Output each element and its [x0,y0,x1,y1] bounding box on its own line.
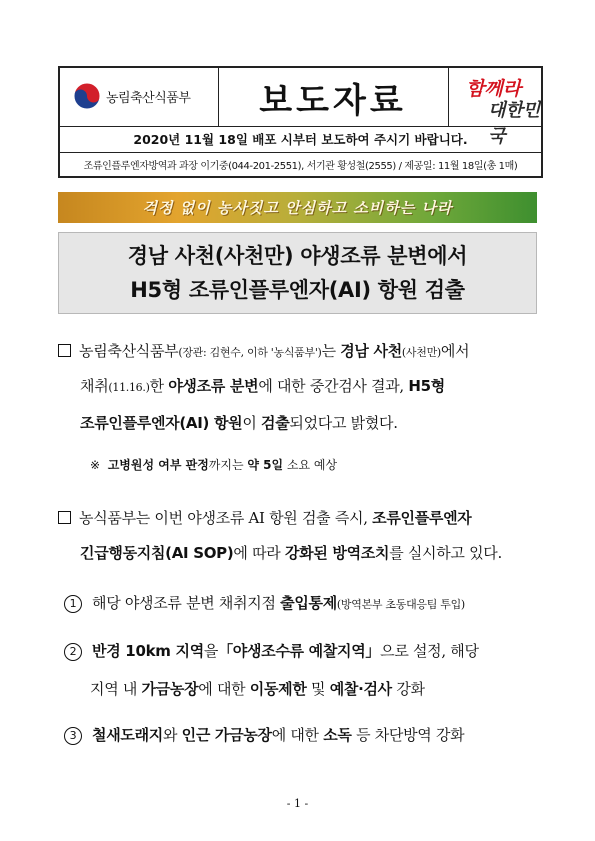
taegeuk-logo-icon [72,81,102,111]
text-bold: 조류인플루엔자(AI) 항원 [80,414,243,432]
text: 이 [242,414,262,432]
ministry-logo-cell [60,68,219,126]
slogan-banner [58,192,537,223]
text: 등 차단방역 강화 [351,726,465,744]
checkbox-bullet-icon [58,511,71,524]
para1-line-2 [80,375,445,396]
text: 에서 [440,342,470,360]
text-bold: 검출 [261,414,290,432]
press-release-header [58,66,543,178]
text: 에 따라 [233,544,285,562]
text: 와 [162,726,182,744]
text-bold: 강화된 방역조치 [284,544,390,562]
para2-line-2 [80,542,502,563]
headline-box [58,232,537,314]
embargo-notice: 2020년 11월 18일 배포 시부터 보도하여 주시기 바랍니다. [60,126,541,153]
text-bold: 야생조류 분변 [168,377,259,395]
headline-line-1: 경남 사천(사천만) 야생조류 분변에서 [127,244,468,268]
text-bold: 이동제한 [249,680,307,698]
text: 농식품부는 이번 야생조류 AI 항원 검출 즉시, [79,509,373,527]
text-bold: 출입통제 [280,594,337,612]
text-bold: 「야생조수류 예찰지역」 [218,642,381,660]
checkbox-bullet-icon [58,344,71,357]
text: 를 실시하고 있다. [389,544,502,562]
text: 지역 내 [90,680,142,698]
text: 에 대한 중간검사 결과, [258,377,409,395]
banner-text: 걱정 없이 농사짓고 안심하고 소비하는 나라 [142,199,453,217]
circled-number-1: 1 [64,595,82,613]
note-line [90,456,337,473]
text-bold: 경남 사천 [340,342,402,360]
page-number: - 1 - [286,797,309,810]
text-bold: 가금농장 [141,680,199,698]
text-small: (장관: 김현수, 이하 '농식품부') [178,346,322,359]
text: 강화 [391,680,425,698]
text-small: (11.16.) [108,381,150,394]
contact-info: 조류인플루엔자방역과 과장 이기중(044-201-2551), 서기관 황성철(2555) / 제공일: 11월 18일(총 1매) [83,160,518,172]
para2-line-1 [58,507,471,528]
text-bold: 반경 10km 지역 [92,642,204,660]
slogan-line-2: 대한민국 [488,100,541,147]
list-item-2-cont [90,678,425,699]
para1-line-3 [80,412,398,433]
text-bold: 철새도래지 [92,726,163,744]
text: 농림축산식품부 [79,342,179,360]
text: 채취 [80,377,109,395]
text-bold: 긴급행동지침(AI SOP) [80,544,234,562]
text: 에 대한 [271,726,324,744]
text: 는 [321,342,341,360]
ministry-name: 농림축산식품부 [106,91,191,106]
headline-line-2: H5형 조류인플루엔자(AI) 항원 검출 [130,278,465,302]
text: 을 [203,642,219,660]
document-type-title: 보도자료 [259,80,407,121]
list-item-3 [64,724,464,745]
slogan-line-1: 함께라 [466,78,522,100]
text-bold: 조류인플루엔자 [372,509,472,527]
circled-number-3: 3 [64,727,82,745]
text: 한 [149,377,169,395]
reference-mark: ※ [90,458,101,472]
text-bold: 약 5일 [247,458,284,472]
text-bold: 인근 가금농장 [181,726,272,744]
list-item-2 [64,640,479,661]
text-small: (방역본부 초동대응팀 투입) [336,598,465,611]
text: 해당 야생조류 분변 채취지점 [92,594,281,612]
text: 소요 예상 [283,458,338,472]
text-bold: 소독 [323,726,352,744]
text: 되었다고 밝혔다. [289,414,398,432]
para1-line-1 [58,340,469,361]
circled-number-2: 2 [64,643,82,661]
slogan-logo [448,68,541,147]
text: 및 [306,680,330,698]
text: 으로 설정, 해당 [380,642,479,660]
text: 까지는 [208,458,248,472]
title-cell [218,68,449,126]
text-bold: H5형 [408,377,445,395]
list-item-1 [64,592,465,613]
text-bold: 예찰·검사 [329,680,392,698]
text: 에 대한 [198,680,250,698]
text-small: (사천만) [401,346,441,359]
text-bold: 고병원성 여부 판정 [107,458,209,472]
